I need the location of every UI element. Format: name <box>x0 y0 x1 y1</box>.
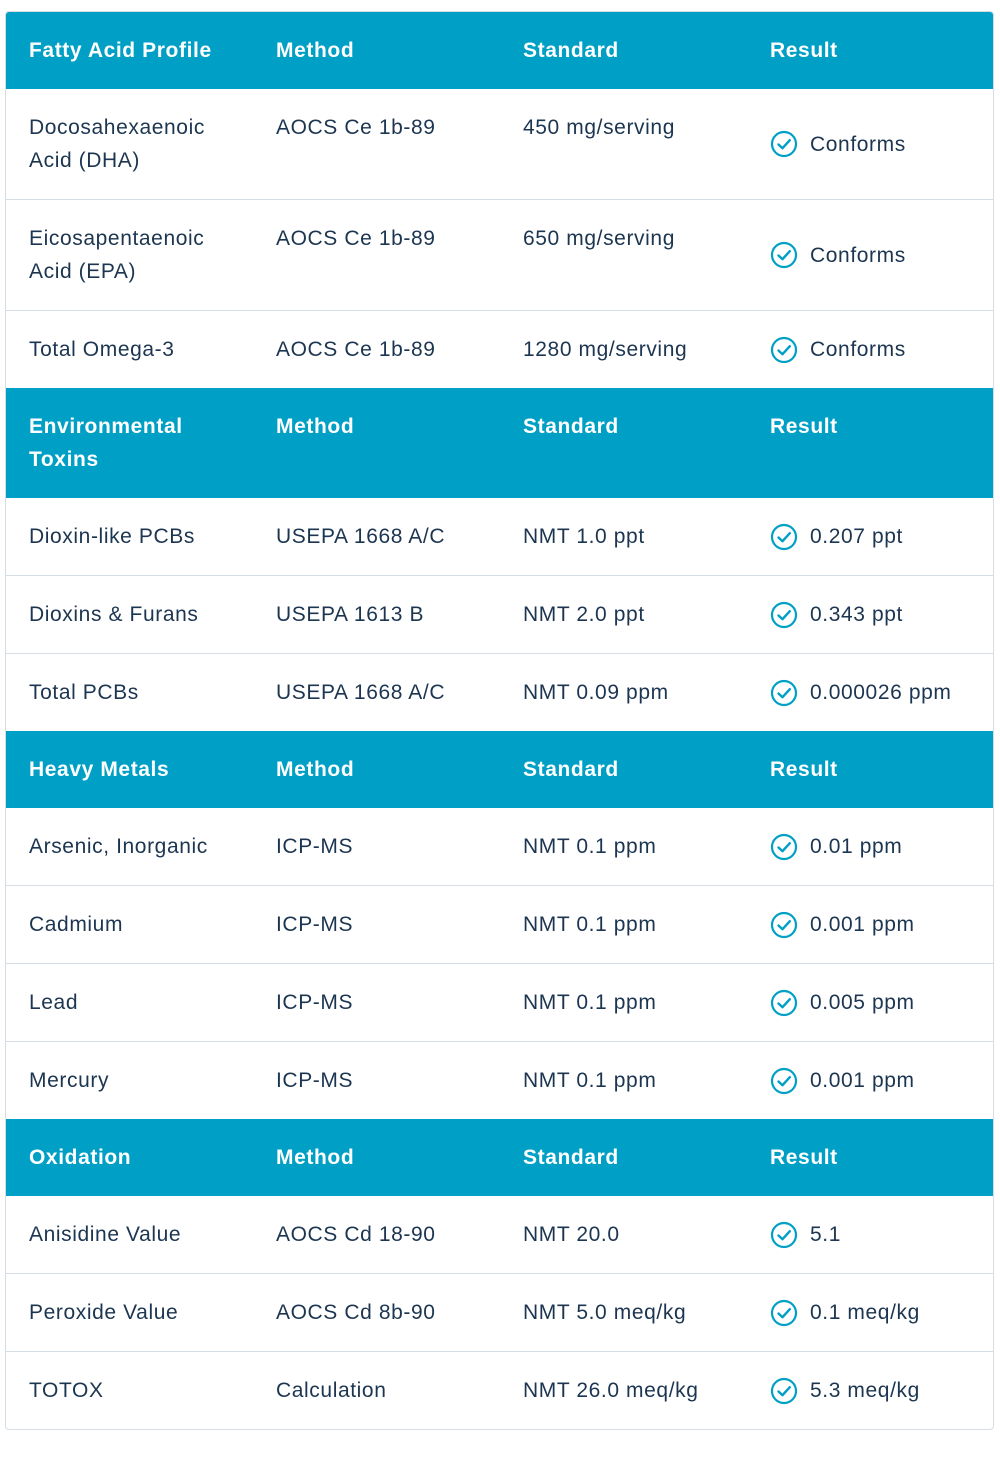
method-cell: Calculation <box>253 1352 500 1430</box>
result-value: 0.343 ppt <box>810 603 903 626</box>
check-circle-icon <box>770 1299 798 1327</box>
result-value: 5.1 <box>810 1223 841 1246</box>
method-column-header: Method <box>253 12 500 89</box>
result-value: 0.207 ppt <box>810 525 903 548</box>
analyte-name: Mercury <box>6 1042 253 1120</box>
method-cell: USEPA 1668 A/C <box>253 654 500 732</box>
method-cell: AOCS Ce 1b-89 <box>276 116 436 139</box>
check-circle-icon <box>770 1377 798 1405</box>
method-cell: ICP-MS <box>276 835 354 858</box>
method-cell: AOCS Ce 1b-89 <box>253 200 500 311</box>
test-results-table <box>5 11 994 1430</box>
table-row <box>6 886 993 964</box>
analyte-name: Total Omega-3 <box>6 311 253 389</box>
standard-cell: NMT 20.0 <box>523 1223 620 1246</box>
section-header-oxidation <box>6 1119 993 1196</box>
result-value: 5.3 meq/kg <box>810 1379 920 1402</box>
standard-cell: 650 mg/serving <box>500 200 747 311</box>
method-cell: AOCS Cd 8b-90 <box>253 1274 500 1352</box>
standard-cell: NMT 26.0 meq/kg <box>500 1352 747 1430</box>
section-header-fatty-acid-profile <box>6 12 993 89</box>
check-circle-icon <box>770 601 798 629</box>
result-cell <box>747 964 993 1042</box>
result-column-header: Result <box>747 731 993 808</box>
method-cell: ICP-MS <box>253 964 500 1042</box>
result-column-header: Result <box>747 388 993 498</box>
standard-column-header: Standard <box>500 388 747 498</box>
table-row <box>6 311 993 389</box>
table-row <box>6 89 993 200</box>
standard-column-header: Standard <box>500 731 747 808</box>
section-title: Environmental Toxins <box>6 388 253 498</box>
check-circle-icon <box>770 336 798 364</box>
table-row <box>6 1274 993 1352</box>
result-value: Conforms <box>810 338 906 361</box>
analyte-name: TOTOX <box>6 1352 253 1430</box>
analyte-name: Peroxide Value <box>6 1274 253 1352</box>
analyte-name: Anisidine Value <box>29 1223 182 1246</box>
analyte-name: Cadmium <box>6 886 253 964</box>
result-cell <box>747 654 993 732</box>
check-circle-icon <box>770 911 798 939</box>
table-row <box>6 1352 993 1430</box>
check-circle-icon <box>770 989 798 1017</box>
results-table <box>6 12 993 1429</box>
method-cell: ICP-MS <box>253 1042 500 1120</box>
result-cell <box>747 498 993 576</box>
result-cell <box>747 89 993 200</box>
method-cell: ICP-MS <box>253 886 500 964</box>
analyte-name: Dioxin-like PCBs <box>29 525 195 548</box>
check-circle-icon <box>770 523 798 551</box>
result-value: 0.000026 ppm <box>810 681 952 704</box>
result-value: Conforms <box>810 132 906 156</box>
result-column-header: Result <box>747 1119 993 1196</box>
check-circle-icon <box>770 833 798 861</box>
standard-cell: NMT 0.09 ppm <box>500 654 747 732</box>
section-header-heavy-metals <box>6 731 993 808</box>
check-circle-icon <box>770 1067 798 1095</box>
table-row <box>6 200 993 311</box>
check-circle-icon <box>770 1221 798 1249</box>
section-title: Heavy Metals <box>6 731 253 808</box>
method-cell: AOCS Cd 18-90 <box>276 1223 436 1246</box>
result-cell <box>747 1274 993 1352</box>
result-value: 0.1 meq/kg <box>810 1301 920 1324</box>
table-row <box>6 964 993 1042</box>
method-column-header: Method <box>253 388 500 498</box>
section-title: Fatty Acid Profile <box>6 12 253 89</box>
result-column-header: Result <box>747 12 993 89</box>
method-column-header: Method <box>253 1119 500 1196</box>
result-cell <box>747 1042 993 1120</box>
standard-cell: NMT 1.0 ppt <box>523 525 645 548</box>
standard-cell: NMT 2.0 ppt <box>500 576 747 654</box>
table-row <box>6 654 993 732</box>
result-cell <box>747 200 993 311</box>
method-column-header: Method <box>253 731 500 808</box>
method-cell: AOCS Ce 1b-89 <box>253 311 500 389</box>
result-cell <box>747 576 993 654</box>
table-row <box>6 808 993 886</box>
standard-cell: NMT 0.1 ppm <box>500 964 747 1042</box>
result-cell <box>747 886 993 964</box>
analyte-name: Arsenic, Inorganic <box>29 835 208 858</box>
analyte-name: Docosahexaenoic Acid (DHA) <box>29 116 205 172</box>
result-cell <box>747 1352 993 1430</box>
table-row <box>6 1196 993 1274</box>
results-table-body <box>6 12 993 1429</box>
check-circle-icon <box>770 241 798 269</box>
standard-cell: 450 mg/serving <box>523 116 675 139</box>
result-value: 0.005 ppm <box>810 991 915 1014</box>
standard-cell: NMT 5.0 meq/kg <box>500 1274 747 1352</box>
analyte-name: Total PCBs <box>6 654 253 732</box>
standard-cell: NMT 0.1 ppm <box>500 886 747 964</box>
check-circle-icon <box>770 130 798 158</box>
standard-column-header: Standard <box>500 1119 747 1196</box>
result-cell <box>747 808 993 886</box>
analyte-name: Dioxins & Furans <box>6 576 253 654</box>
method-cell: USEPA 1613 B <box>253 576 500 654</box>
result-value: Conforms <box>810 243 906 267</box>
result-value: 0.001 ppm <box>810 1069 915 1092</box>
standard-cell: 1280 mg/serving <box>500 311 747 389</box>
section-title: Oxidation <box>6 1119 253 1196</box>
table-row <box>6 1042 993 1120</box>
result-cell <box>747 311 993 389</box>
table-row <box>6 498 993 576</box>
result-value: 0.01 ppm <box>810 835 903 858</box>
check-circle-icon <box>770 679 798 707</box>
standard-cell: NMT 0.1 ppm <box>523 835 657 858</box>
table-row <box>6 576 993 654</box>
method-cell: USEPA 1668 A/C <box>276 525 446 548</box>
section-header-environmental-toxins <box>6 388 993 498</box>
standard-column-header: Standard <box>500 12 747 89</box>
analyte-name: Eicosapentaenoic Acid (EPA) <box>6 200 253 311</box>
analyte-name: Lead <box>6 964 253 1042</box>
result-value: 0.001 ppm <box>810 913 915 936</box>
result-cell <box>747 1196 993 1274</box>
standard-cell: NMT 0.1 ppm <box>500 1042 747 1120</box>
